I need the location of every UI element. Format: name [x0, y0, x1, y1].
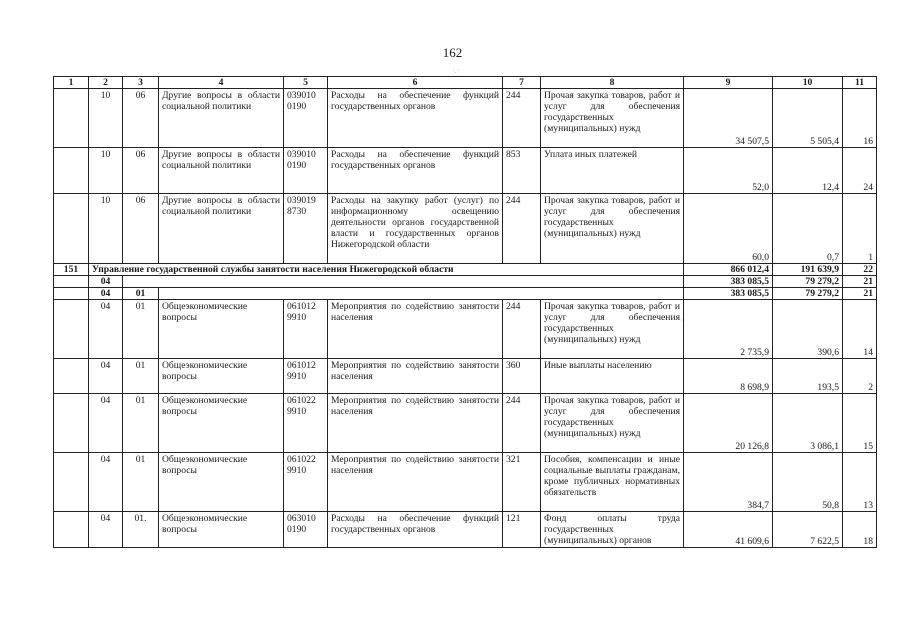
department-title: Управление государственной службы занятости населения Нижегородской области [89, 264, 684, 276]
subsection-code: 06 [123, 194, 159, 264]
expense-type-name: Уплата иных платежей [541, 148, 684, 194]
section-name: Другие вопросы в области социальной политики [159, 194, 284, 264]
amount-plan: 384,7 [684, 453, 773, 512]
expense-type-code: 244 [503, 89, 541, 148]
table-row [54, 89, 877, 148]
header-cell: 7 [503, 77, 541, 89]
percent-value: 13 [843, 453, 877, 512]
subsection-total-row [54, 288, 877, 300]
table-row [54, 148, 877, 194]
section-code: 04 [89, 453, 123, 512]
expense-type-code: 244 [503, 194, 541, 264]
expense-type-name: Пособия, компенсации и иные социальные выплаты гражданам, кроме публичных нормативных обязательств [541, 453, 684, 512]
section-code: 04 [89, 288, 123, 300]
col-1-cell [54, 359, 89, 394]
header-cell: 8 [541, 77, 684, 89]
section-code: 04 [89, 300, 123, 359]
header-cell: 9 [684, 77, 773, 89]
amount-actual: 0,7 [773, 194, 843, 264]
target-article-code: 061012 9910 [284, 300, 328, 359]
percent-value: 21 [843, 288, 877, 300]
col-1-cell [54, 89, 89, 148]
scan-speck: · [680, 316, 683, 325]
expense-type-code: 244 [503, 300, 541, 359]
target-article-name: Мероприятия по содействию занятости населения [328, 394, 503, 453]
target-article-name: Мероприятия по содействию занятости населения [328, 359, 503, 394]
expense-type-name: Иные выплаты населению [541, 359, 684, 394]
amount-actual: 7 622,5 [773, 512, 843, 548]
target-article-code: 063010 0190 [284, 512, 328, 548]
section-total-spacer [123, 276, 684, 288]
subsection-code: 01 [123, 453, 159, 512]
percent-value: 21 [843, 276, 877, 288]
target-article-name: Расходы на закупку работ (услуг) по информационному освещению деятельности органов государственной власти и государственных органов Нижегородской области [328, 194, 503, 264]
section-name: Общеэкономические вопросы [159, 512, 284, 548]
section-code: 04 [89, 394, 123, 453]
amount-actual: 5 505,4 [773, 89, 843, 148]
amount-plan: 2 735,9 [684, 300, 773, 359]
header-cell: 2 [89, 77, 123, 89]
amount-actual: 191 639,9 [773, 264, 843, 276]
amount-plan: 8 698,9 [684, 359, 773, 394]
expense-type-code: 360 [503, 359, 541, 394]
scan-speck: ·.· [452, 66, 460, 75]
budget-table [53, 76, 877, 548]
amount-plan: 41 609,6 [684, 512, 773, 548]
table-row [54, 194, 877, 264]
table-row [54, 300, 877, 359]
percent-value: 24 [843, 148, 877, 194]
section-code: 10 [89, 194, 123, 264]
amount-plan: 52,0 [684, 148, 773, 194]
target-article-code: 039010 0190 [284, 89, 328, 148]
expense-type-name: Прочая закупка товаров, работ и услуг для обеспечения государственных (муниципальных) нужд [541, 194, 684, 264]
table-row [54, 394, 877, 453]
amount-actual: 390,6 [773, 300, 843, 359]
subsection-code: 06 [123, 89, 159, 148]
subsection-code: 01. [123, 512, 159, 548]
header-cell: 4 [159, 77, 284, 89]
header-cell: 5 [284, 77, 328, 89]
section-name: Общеэкономические вопросы [159, 359, 284, 394]
amount-plan: 383 085,5 [684, 276, 773, 288]
department-code: 151 [54, 264, 89, 276]
table-row [54, 512, 877, 548]
subsection-code: 01 [123, 300, 159, 359]
expense-type-name: Прочая закупка товаров, работ и услуг для обеспечения государственных (муниципальных) нужд [541, 89, 684, 148]
col-1-cell [54, 300, 89, 359]
subsection-total-spacer [159, 288, 684, 300]
section-code: 04 [89, 276, 123, 288]
target-article-code: 061022 9910 [284, 453, 328, 512]
percent-value: 14 [843, 300, 877, 359]
amount-plan: 60,0 [684, 194, 773, 264]
expense-type-name: Прочая закупка товаров, работ и услуг для обеспечения государственных (муниципальных) нужд [541, 300, 684, 359]
amount-plan: 34 507,5 [684, 89, 773, 148]
section-name: Общеэкономические вопросы [159, 394, 284, 453]
percent-value: 22 [843, 264, 877, 276]
target-article-name: Расходы на обеспечение функций государственных органов [328, 89, 503, 148]
target-article-name: Мероприятия по содействию занятости населения [328, 300, 503, 359]
section-name: Другие вопросы в области социальной политики [159, 148, 284, 194]
col-1-cell [54, 194, 89, 264]
subsection-code: 01 [123, 394, 159, 453]
subsection-code: 01 [123, 359, 159, 394]
col-1-cell [54, 276, 89, 288]
amount-actual: 50,8 [773, 453, 843, 512]
amount-plan: 20 126,8 [684, 394, 773, 453]
expense-type-code: 121 [503, 512, 541, 548]
subsection-code: 01 [123, 288, 159, 300]
section-total-row [54, 276, 877, 288]
section-code: 04 [89, 359, 123, 394]
expense-type-code: 853 [503, 148, 541, 194]
target-article-code: 061022 9910 [284, 394, 328, 453]
header-cell: 10 [773, 77, 843, 89]
amount-actual: 193,5 [773, 359, 843, 394]
target-article-name: Мероприятия по содействию занятости населения [328, 453, 503, 512]
expense-type-code: 321 [503, 453, 541, 512]
target-article-name: Расходы на обеспечение функций государственных органов [328, 148, 503, 194]
subsection-code: 06 [123, 148, 159, 194]
department-total-row [54, 264, 877, 276]
expense-type-name: Фонд оплаты труда государственных (муниципальных) органов [541, 512, 684, 548]
table-row [54, 453, 877, 512]
section-code: 10 [89, 148, 123, 194]
section-name: Общеэкономические вопросы [159, 453, 284, 512]
expense-type-code: 244 [503, 394, 541, 453]
target-article-code: 039010 0190 [284, 148, 328, 194]
target-article-code: 039019 8730 [284, 194, 328, 264]
target-article-code: 061012 9910 [284, 359, 328, 394]
percent-value: 1 [843, 194, 877, 264]
col-1-cell [54, 453, 89, 512]
header-cell: 11 [843, 77, 877, 89]
amount-plan: 866 012,4 [684, 264, 773, 276]
amount-actual: 79 279,2 [773, 288, 843, 300]
amount-actual: 12,4 [773, 148, 843, 194]
amount-plan: 383 085,5 [684, 288, 773, 300]
percent-value: 18 [843, 512, 877, 548]
target-article-name: Расходы на обеспечение функций государственных органов [328, 512, 503, 548]
amount-actual: 79 279,2 [773, 276, 843, 288]
table-row [54, 359, 877, 394]
table-header-row [54, 77, 877, 89]
header-cell: 6 [328, 77, 503, 89]
percent-value: 2 [843, 359, 877, 394]
expense-type-name: Прочая закупка товаров, работ и услуг для обеспечения государственных (муниципальных) нужд [541, 394, 684, 453]
section-name: Общеэкономические вопросы [159, 300, 284, 359]
col-1-cell [54, 288, 89, 300]
col-1-cell [54, 394, 89, 453]
section-name: Другие вопросы в области социальной политики [159, 89, 284, 148]
amount-actual: 3 086,1 [773, 394, 843, 453]
percent-value: 15 [843, 394, 877, 453]
header-cell: 1 [54, 77, 89, 89]
col-1-cell [54, 148, 89, 194]
section-code: 04 [89, 512, 123, 548]
section-code: 10 [89, 89, 123, 148]
header-cell: 3 [123, 77, 159, 89]
percent-value: 16 [843, 89, 877, 148]
col-1-cell [54, 512, 89, 548]
page-number: 162 [442, 45, 463, 60]
